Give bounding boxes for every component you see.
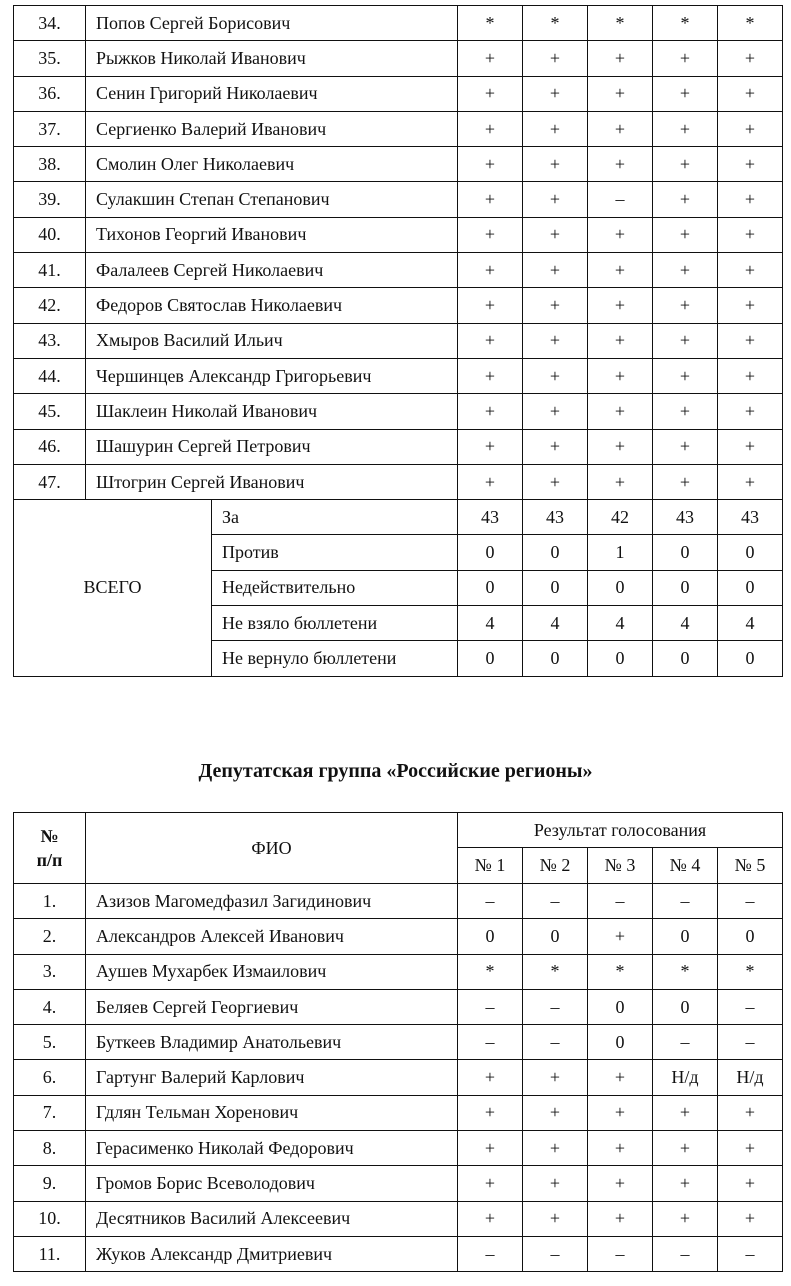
row-number: 36. xyxy=(14,76,86,111)
vote-cell: + xyxy=(523,464,588,499)
vote-cell: * xyxy=(653,6,718,41)
vote-cell: * xyxy=(523,954,588,989)
deputy-name: Смолин Олег Николаевич xyxy=(86,147,458,182)
totals-value: 0 xyxy=(523,641,588,676)
vote-cell: + xyxy=(523,147,588,182)
vote-cell: * xyxy=(718,6,783,41)
row-number: 43. xyxy=(14,323,86,358)
header-vote-3: № 3 xyxy=(588,848,653,884)
vote-cell: + xyxy=(523,41,588,76)
totals-label: ВСЕГО xyxy=(14,500,212,676)
vote-cell: + xyxy=(588,1201,653,1236)
vote-cell: + xyxy=(458,1201,523,1236)
vote-cell: – xyxy=(653,1236,718,1271)
totals-value: 0 xyxy=(458,641,523,676)
totals-category: За xyxy=(212,500,458,535)
vote-cell: + xyxy=(653,394,718,429)
row-number: 35. xyxy=(14,41,86,76)
totals-value: 4 xyxy=(458,606,523,641)
vote-cell: + xyxy=(458,111,523,146)
vote-cell: – xyxy=(718,884,783,919)
table-row xyxy=(14,147,783,182)
vote-cell: – xyxy=(588,884,653,919)
vote-cell: + xyxy=(653,253,718,288)
vote-cell: + xyxy=(458,1060,523,1095)
vote-cell: + xyxy=(458,182,523,217)
totals-value: 0 xyxy=(588,570,653,605)
totals-value: 4 xyxy=(523,606,588,641)
row-number: 11. xyxy=(14,1236,86,1271)
row-number: 38. xyxy=(14,147,86,182)
vote-cell: + xyxy=(523,429,588,464)
deputy-name: Шашурин Сергей Петрович xyxy=(86,429,458,464)
table-row xyxy=(14,884,783,919)
vote-cell: + xyxy=(458,464,523,499)
row-number: 39. xyxy=(14,182,86,217)
deputy-name: Александров Алексей Иванович xyxy=(86,919,458,954)
vote-cell: + xyxy=(523,111,588,146)
vote-cell: + xyxy=(458,394,523,429)
table-row xyxy=(14,464,783,499)
vote-cell: + xyxy=(588,1095,653,1130)
deputy-name: Рыжков Николай Иванович xyxy=(86,41,458,76)
vote-cell: + xyxy=(588,111,653,146)
deputy-name: Хмыров Василий Ильич xyxy=(86,323,458,358)
table-row xyxy=(14,253,783,288)
vote-cell: + xyxy=(653,358,718,393)
vote-cell: + xyxy=(523,1131,588,1166)
vote-cell: + xyxy=(523,217,588,252)
vote-cell: + xyxy=(653,1095,718,1130)
deputy-name: Штогрин Сергей Иванович xyxy=(86,464,458,499)
totals-row xyxy=(14,500,783,535)
vote-cell: + xyxy=(653,1201,718,1236)
table-row xyxy=(14,217,783,252)
table-row xyxy=(14,394,783,429)
deputy-name: Шаклеин Николай Иванович xyxy=(86,394,458,429)
totals-value: 4 xyxy=(588,606,653,641)
table-row xyxy=(14,954,783,989)
vote-cell: + xyxy=(718,147,783,182)
row-number: 6. xyxy=(14,1060,86,1095)
vote-cell: + xyxy=(588,253,653,288)
totals-value: 1 xyxy=(588,535,653,570)
deputy-name: Беляев Сергей Георгиевич xyxy=(86,989,458,1024)
table-row xyxy=(14,1095,783,1130)
vote-cell: 0 xyxy=(653,989,718,1024)
vote-cell: + xyxy=(523,76,588,111)
table-row xyxy=(14,989,783,1024)
voting-table-russian-regions xyxy=(13,812,783,1272)
row-number: 10. xyxy=(14,1201,86,1236)
deputy-name: Жуков Александр Дмитриевич xyxy=(86,1236,458,1271)
vote-cell: * xyxy=(718,954,783,989)
vote-cell: – xyxy=(523,884,588,919)
row-number: 46. xyxy=(14,429,86,464)
totals-value: 43 xyxy=(718,500,783,535)
vote-cell: – xyxy=(588,182,653,217)
vote-cell: – xyxy=(718,989,783,1024)
vote-cell: + xyxy=(523,253,588,288)
vote-cell: – xyxy=(588,1236,653,1271)
vote-cell: + xyxy=(458,41,523,76)
vote-cell: 0 xyxy=(588,989,653,1024)
row-number: 45. xyxy=(14,394,86,429)
vote-cell: + xyxy=(653,76,718,111)
vote-cell: * xyxy=(588,954,653,989)
vote-cell: + xyxy=(718,1095,783,1130)
table-row xyxy=(14,6,783,41)
vote-cell: + xyxy=(458,76,523,111)
deputy-name: Громов Борис Всеволодович xyxy=(86,1166,458,1201)
vote-cell: – xyxy=(653,884,718,919)
vote-cell: + xyxy=(458,323,523,358)
totals-value: 0 xyxy=(718,570,783,605)
deputy-name: Фалалеев Сергей Николаевич xyxy=(86,253,458,288)
row-number: 3. xyxy=(14,954,86,989)
deputy-name: Аушев Мухарбек Измаилович xyxy=(86,954,458,989)
vote-cell: + xyxy=(458,147,523,182)
table-row xyxy=(14,182,783,217)
vote-cell: + xyxy=(588,1131,653,1166)
table-row xyxy=(14,1060,783,1095)
row-number: 4. xyxy=(14,989,86,1024)
header-number: № п/п xyxy=(14,813,86,884)
vote-cell: – xyxy=(653,1025,718,1060)
deputy-name: Попов Сергей Борисович xyxy=(86,6,458,41)
table-row xyxy=(14,1201,783,1236)
vote-cell: + xyxy=(718,394,783,429)
vote-cell: + xyxy=(523,394,588,429)
vote-cell: + xyxy=(653,288,718,323)
vote-cell: + xyxy=(653,111,718,146)
table-row xyxy=(14,358,783,393)
header-vote-1: № 1 xyxy=(458,848,523,884)
vote-cell: + xyxy=(718,217,783,252)
vote-cell: + xyxy=(458,1131,523,1166)
vote-cell: – xyxy=(458,884,523,919)
totals-value: 0 xyxy=(523,570,588,605)
table-row xyxy=(14,1131,783,1166)
vote-cell: + xyxy=(718,1131,783,1166)
vote-cell: + xyxy=(718,358,783,393)
vote-cell: + xyxy=(588,1166,653,1201)
row-number: 42. xyxy=(14,288,86,323)
vote-cell: + xyxy=(588,394,653,429)
vote-cell: + xyxy=(653,1131,718,1166)
vote-cell: * xyxy=(523,6,588,41)
vote-cell: Н/д xyxy=(718,1060,783,1095)
totals-value: 0 xyxy=(653,535,718,570)
vote-cell: 0 xyxy=(718,919,783,954)
vote-cell: + xyxy=(458,1095,523,1130)
deputy-name: Сенин Григорий Николаевич xyxy=(86,76,458,111)
vote-cell: + xyxy=(653,429,718,464)
header-vote-5: № 5 xyxy=(718,848,783,884)
vote-cell: + xyxy=(718,464,783,499)
vote-cell: + xyxy=(653,41,718,76)
vote-cell: * xyxy=(458,954,523,989)
vote-cell: + xyxy=(458,358,523,393)
vote-cell: + xyxy=(653,323,718,358)
totals-category: Не вернуло бюллетени xyxy=(212,641,458,676)
table-row xyxy=(14,41,783,76)
vote-cell: + xyxy=(523,358,588,393)
deputy-name: Сергиенко Валерий Иванович xyxy=(86,111,458,146)
table-row xyxy=(14,323,783,358)
vote-cell: + xyxy=(718,76,783,111)
vote-cell: 0 xyxy=(523,919,588,954)
row-number: 47. xyxy=(14,464,86,499)
totals-value: 0 xyxy=(653,641,718,676)
row-number: 5. xyxy=(14,1025,86,1060)
vote-cell: + xyxy=(588,147,653,182)
totals-value: 0 xyxy=(718,641,783,676)
totals-value: 0 xyxy=(458,535,523,570)
vote-cell: + xyxy=(458,429,523,464)
group-title: Депутатская группа «Российские регионы» xyxy=(198,760,593,782)
deputy-name: Азизов Магомедфазил Загидинович xyxy=(86,884,458,919)
table-row xyxy=(14,111,783,146)
vote-cell: + xyxy=(718,323,783,358)
vote-cell: + xyxy=(653,1166,718,1201)
vote-cell: Н/д xyxy=(653,1060,718,1095)
row-number: 34. xyxy=(14,6,86,41)
vote-cell: + xyxy=(653,464,718,499)
header-vote-2: № 2 xyxy=(523,848,588,884)
vote-cell: + xyxy=(718,111,783,146)
vote-cell: + xyxy=(718,288,783,323)
vote-cell: + xyxy=(458,1166,523,1201)
vote-cell: + xyxy=(653,147,718,182)
deputy-name: Герасименко Николай Федорович xyxy=(86,1131,458,1166)
vote-cell: – xyxy=(458,1236,523,1271)
totals-value: 4 xyxy=(653,606,718,641)
vote-cell: + xyxy=(588,288,653,323)
vote-cell: + xyxy=(588,464,653,499)
vote-cell: + xyxy=(588,323,653,358)
row-number: 7. xyxy=(14,1095,86,1130)
row-number: 1. xyxy=(14,884,86,919)
vote-cell: + xyxy=(523,1060,588,1095)
vote-cell: + xyxy=(523,1201,588,1236)
totals-category: Против xyxy=(212,535,458,570)
table-row xyxy=(14,1025,783,1060)
vote-cell: + xyxy=(653,217,718,252)
vote-cell: + xyxy=(588,217,653,252)
row-number: 41. xyxy=(14,253,86,288)
vote-cell: + xyxy=(458,217,523,252)
vote-cell: + xyxy=(718,41,783,76)
totals-value: 0 xyxy=(523,535,588,570)
table-row xyxy=(14,1236,783,1271)
deputy-name: Сулакшин Степан Степанович xyxy=(86,182,458,217)
table-row xyxy=(14,1166,783,1201)
vote-cell: – xyxy=(458,989,523,1024)
vote-cell: + xyxy=(588,76,653,111)
vote-cell: + xyxy=(523,1095,588,1130)
row-number: 40. xyxy=(14,217,86,252)
vote-cell: * xyxy=(653,954,718,989)
table-row xyxy=(14,919,783,954)
table-row xyxy=(14,76,783,111)
vote-cell: + xyxy=(523,288,588,323)
totals-value: 4 xyxy=(718,606,783,641)
vote-cell: + xyxy=(588,429,653,464)
row-number: 37. xyxy=(14,111,86,146)
vote-cell: + xyxy=(458,253,523,288)
header-vote-4: № 4 xyxy=(653,848,718,884)
vote-cell: + xyxy=(458,288,523,323)
vote-cell: + xyxy=(588,1060,653,1095)
voting-table-continuation xyxy=(13,5,783,677)
deputy-name: Десятников Василий Алексеевич xyxy=(86,1201,458,1236)
totals-value: 0 xyxy=(588,641,653,676)
totals-value: 43 xyxy=(653,500,718,535)
vote-cell: – xyxy=(718,1236,783,1271)
vote-cell: 0 xyxy=(588,1025,653,1060)
vote-cell: + xyxy=(588,41,653,76)
table-row xyxy=(14,288,783,323)
vote-cell: + xyxy=(588,919,653,954)
deputy-name: Буткеев Владимир Анатольевич xyxy=(86,1025,458,1060)
totals-value: 0 xyxy=(718,535,783,570)
header-result: Результат голосования xyxy=(458,813,783,848)
row-number: 44. xyxy=(14,358,86,393)
totals-value: 0 xyxy=(458,570,523,605)
vote-cell: – xyxy=(718,1025,783,1060)
vote-cell: + xyxy=(523,1166,588,1201)
totals-category: Недействительно xyxy=(212,570,458,605)
vote-cell: 0 xyxy=(653,919,718,954)
vote-cell: * xyxy=(588,6,653,41)
vote-cell: – xyxy=(523,1236,588,1271)
vote-cell: + xyxy=(523,323,588,358)
vote-cell: + xyxy=(718,429,783,464)
vote-cell: + xyxy=(718,253,783,288)
deputy-name: Гдлян Тельман Хоренович xyxy=(86,1095,458,1130)
totals-value: 0 xyxy=(653,570,718,605)
vote-cell: – xyxy=(523,1025,588,1060)
deputy-name: Федоров Святослав Николаевич xyxy=(86,288,458,323)
row-number: 2. xyxy=(14,919,86,954)
deputy-name: Чершинцев Александр Григорьевич xyxy=(86,358,458,393)
row-number: 8. xyxy=(14,1131,86,1166)
header-name: ФИО xyxy=(86,813,458,884)
vote-cell: + xyxy=(523,182,588,217)
vote-cell: + xyxy=(653,182,718,217)
vote-cell: + xyxy=(588,358,653,393)
vote-cell: * xyxy=(458,6,523,41)
totals-category: Не взяло бюллетени xyxy=(212,606,458,641)
totals-value: 43 xyxy=(458,500,523,535)
vote-cell: 0 xyxy=(458,919,523,954)
vote-cell: + xyxy=(718,182,783,217)
vote-cell: – xyxy=(523,989,588,1024)
totals-value: 43 xyxy=(523,500,588,535)
table-row xyxy=(14,429,783,464)
row-number: 9. xyxy=(14,1166,86,1201)
totals-value: 42 xyxy=(588,500,653,535)
deputy-name: Тихонов Георгий Иванович xyxy=(86,217,458,252)
vote-cell: + xyxy=(718,1166,783,1201)
vote-cell: + xyxy=(718,1201,783,1236)
deputy-name: Гартунг Валерий Карлович xyxy=(86,1060,458,1095)
vote-cell: – xyxy=(458,1025,523,1060)
